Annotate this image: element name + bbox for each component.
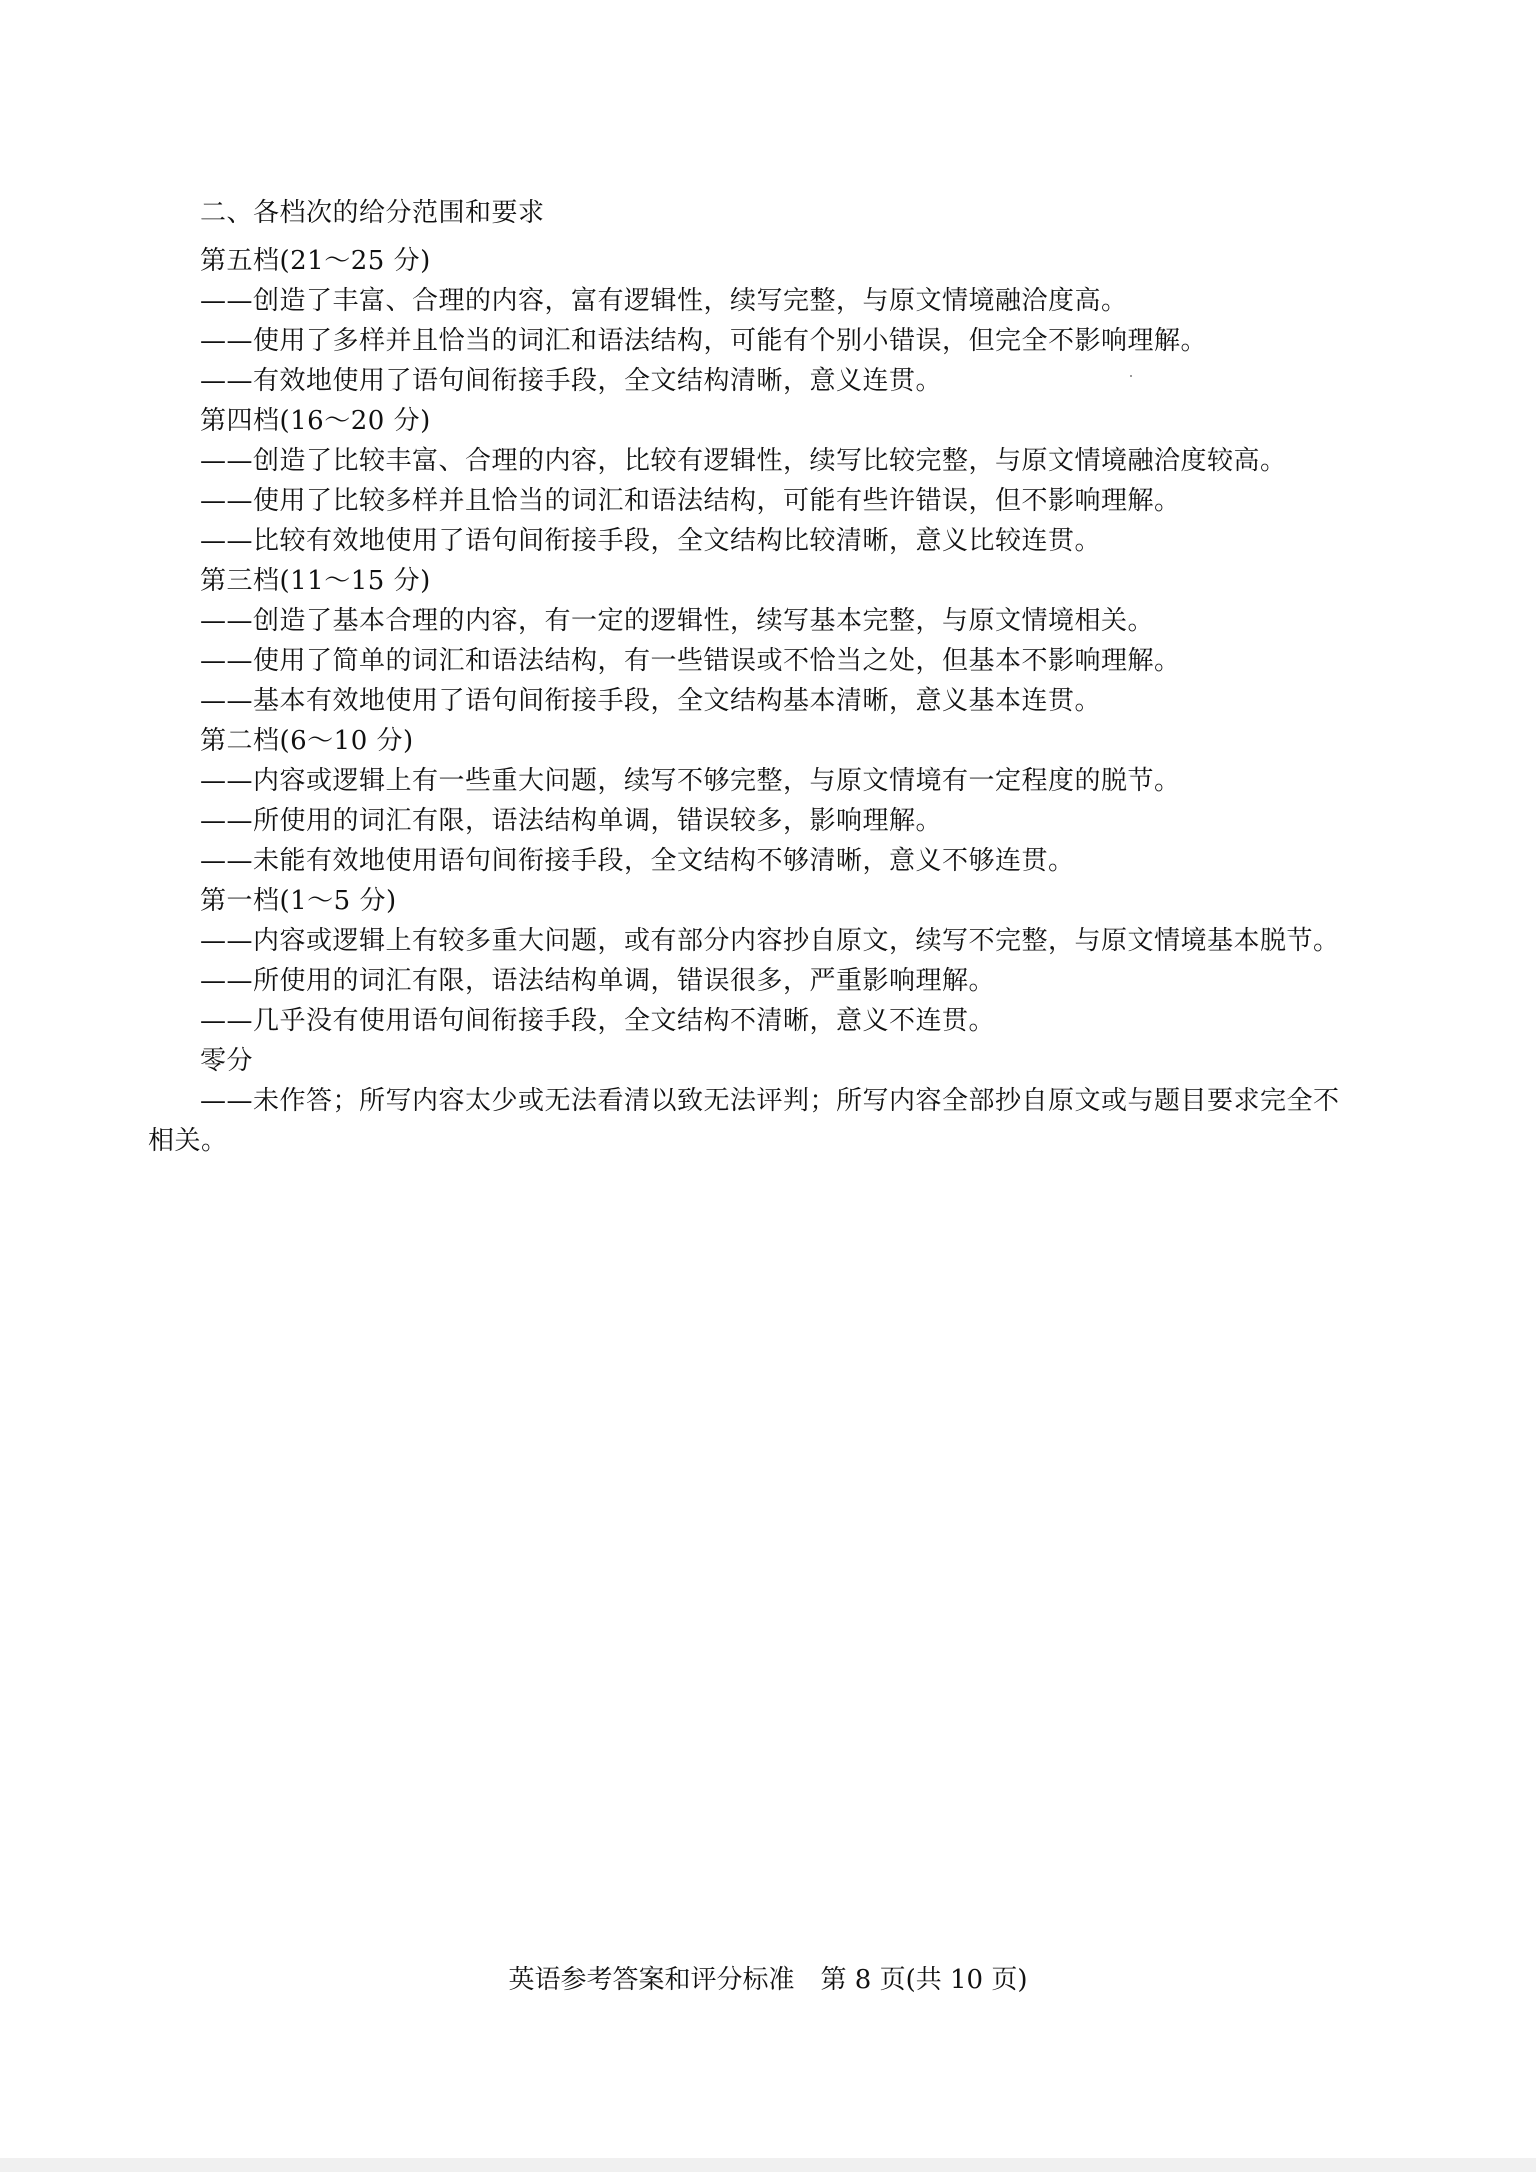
tier-5-heading: 第五档(21～25 分)	[200, 246, 431, 276]
tier-4-heading: 第四档(16～20 分)	[200, 406, 431, 436]
section-title: 二、各档次的给分范围和要求	[200, 198, 545, 228]
tier-3-item-3: ——基本有效地使用了语句间衔接手段，全文结构基本清晰，意义基本连贯。	[200, 686, 1102, 716]
tier-2-item-2: ——所使用的词汇有限，语法结构单调，错误较多，影响理解。	[200, 806, 943, 836]
tier-2-item-3: ——未能有效地使用语句间衔接手段，全文结构不够清晰，意义不够连贯。	[200, 846, 1075, 876]
zero-score-text-line-2: 相关。	[148, 1126, 228, 1156]
zero-score-text-line-1: ——未作答；所写内容太少或无法看清以致无法评判；所写内容全部抄自原文或与题目要求完全不	[200, 1086, 1340, 1116]
tier-4-item-2: ——使用了比较多样并且恰当的词汇和语法结构，可能有些许错误，但不影响理解。	[200, 486, 1181, 516]
zero-score-heading: 零分	[200, 1046, 254, 1076]
scan-speck	[1130, 375, 1132, 377]
scan-bottom-edge	[0, 2158, 1536, 2172]
tier-2-item-1: ——内容或逻辑上有一些重大问题，续写不够完整，与原文情境有一定程度的脱节。	[200, 766, 1181, 796]
tier-5-item-1: ——创造了丰富、合理的内容，富有逻辑性，续写完整，与原文情境融洽度高。	[200, 286, 1128, 316]
tier-1-item-1: ——内容或逻辑上有较多重大问题，或有部分内容抄自原文，续写不完整，与原文情境基本脱节。	[200, 926, 1340, 956]
tier-3-item-2: ——使用了简单的词汇和语法结构，有一些错误或不恰当之处，但基本不影响理解。	[200, 646, 1181, 676]
tier-1-item-3: ——几乎没有使用语句间衔接手段，全文结构不清晰，意义不连贯。	[200, 1006, 996, 1036]
tier-2-heading: 第二档(6～10 分)	[200, 726, 414, 756]
tier-5-item-2: ——使用了多样并且恰当的词汇和语法结构，可能有个别小错误，但完全不影响理解。	[200, 326, 1208, 356]
tier-3-item-1: ——创造了基本合理的内容，有一定的逻辑性，续写基本完整，与原文情境相关。	[200, 606, 1155, 636]
tier-3-heading: 第三档(11～15 分)	[200, 566, 431, 596]
tier-1-item-2: ——所使用的词汇有限，语法结构单调，错误很多，严重影响理解。	[200, 966, 996, 996]
tier-4-item-1: ——创造了比较丰富、合理的内容，比较有逻辑性，续写比较完整，与原文情境融洽度较高。	[200, 446, 1287, 476]
tier-5-item-3: ——有效地使用了语句间衔接手段，全文结构清晰，意义连贯。	[200, 366, 943, 396]
page-footer: 英语参考答案和评分标准 第 8 页(共 10 页)	[508, 1965, 1028, 1995]
tier-1-heading: 第一档(1～5 分)	[200, 886, 397, 916]
tier-4-item-3: ——比较有效地使用了语句间衔接手段，全文结构比较清晰，意义比较连贯。	[200, 526, 1102, 556]
